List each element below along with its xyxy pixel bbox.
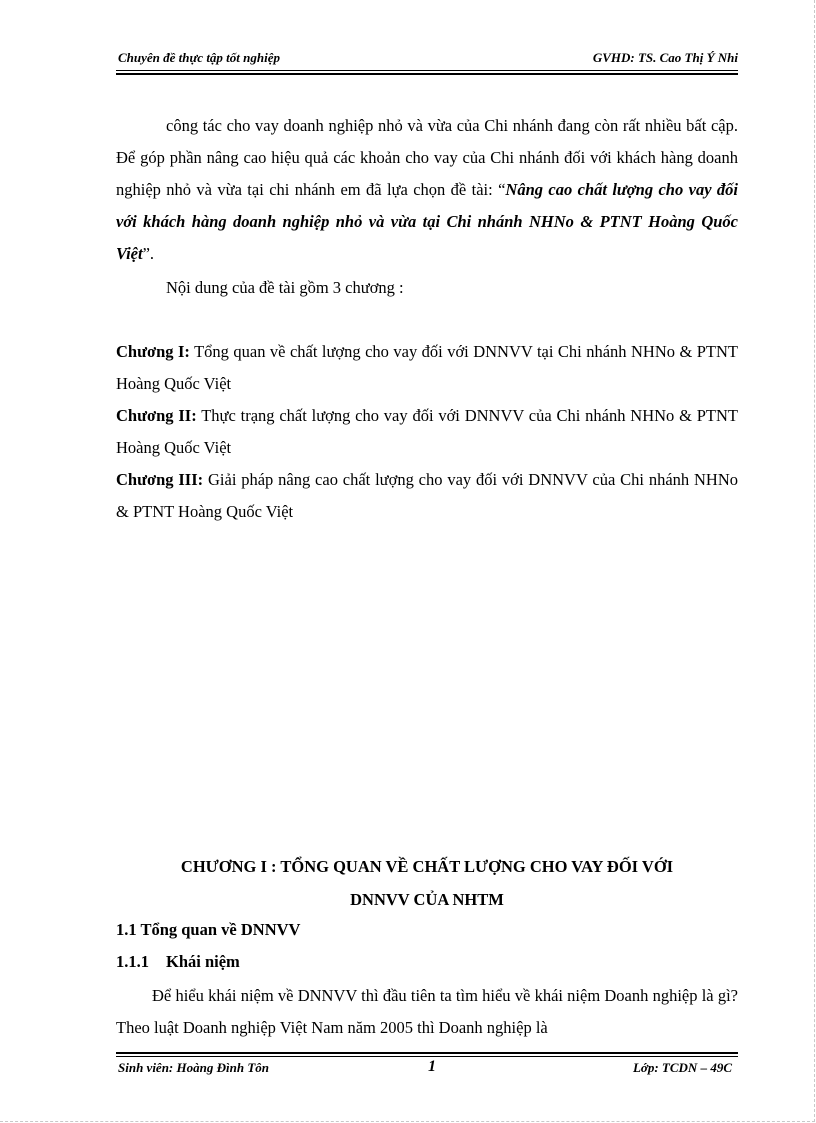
page-footer	[116, 1058, 738, 1078]
section-heading: 1.1 Tổng quan về DNNVV	[116, 920, 301, 939]
intro-lead: công tác cho vay doanh nghiệp nhỏ và vừa của Chi nhánh đang còn rất nhiều bất cập. Để góp phần nâng cao hiệu quả các khoản cho vay của Chi nhánh đối với khách hàng doanh nghiệp nhỏ và vừa tại chi nhánh em đã lựa chọn đề tài: “	[116, 116, 738, 199]
subsection-heading	[116, 947, 240, 977]
chapter-heading-line2: DNNVV CỦA NHTM	[350, 890, 504, 909]
header-title: Chuyên đề thực tập tốt nghiệp	[118, 50, 280, 65]
chapter-label: Chương III:	[116, 470, 204, 489]
chapter-heading-line1: CHƯƠNG I : TỔNG QUAN VỀ CHẤT LƯỢNG CHO VAY ĐỐI VỚI	[180, 857, 674, 876]
header-divider-thick	[116, 73, 738, 75]
page-header	[116, 50, 738, 68]
intro-paragraph	[116, 110, 738, 270]
intro-tail: ”.	[142, 244, 155, 263]
chapter-text: Giải pháp nâng cao chất lượng cho vay đối với DNNVV của Chi nhánh NHNo & PTNT Hoàng Quốc Việt	[116, 470, 738, 521]
chapter-item	[116, 464, 738, 528]
definition-paragraph	[116, 980, 738, 1044]
chapter-text: Thực trạng chất lượng cho vay đối với DNNVV của Chi nhánh NHNo & PTNT Hoàng Quốc Việt	[116, 406, 738, 457]
content-overview: Nội dung của đề tài gồm 3 chương :	[166, 278, 404, 297]
footer-divider-thick	[116, 1052, 738, 1054]
chapter-label: Chương I:	[116, 342, 190, 361]
header-supervisor: GVHD: TS. Cao Thị Ý Nhi	[592, 50, 738, 65]
definition-text: Để hiểu khái niệm về DNNVV thì đầu tiên ta tìm hiểu về khái niệm Doanh nghiệp là gì? Theo luật Doanh nghiệp Việt Nam năm 2005 thì Doanh nghiệp là	[116, 986, 738, 1037]
chapter-item	[116, 336, 738, 400]
chapter-item	[116, 400, 738, 464]
header-divider	[116, 70, 738, 71]
footer-divider	[116, 1056, 738, 1057]
footer-student: Sinh viên: Hoàng Đình Tôn	[118, 1060, 269, 1075]
subsection-title: Khái niệm	[166, 952, 240, 971]
subsection-number: 1.1.1	[116, 952, 149, 971]
chapter-heading	[116, 850, 738, 916]
chapter-list	[116, 336, 738, 528]
page-number: 1	[428, 1058, 436, 1075]
footer-class: Lớp: TCDN – 49C	[632, 1060, 732, 1075]
chapter-label: Chương II:	[116, 406, 197, 425]
chapter-text: Tổng quan về chất lượng cho vay đối với DNNVV tại Chi nhánh NHNo & PTNT Hoàng Quốc Việt	[116, 342, 738, 393]
thesis-topic: Nâng cao chất lượng cho vay đối với khách hàng doanh nghiệp nhỏ và vừa tại Chi nhánh NHNo & PTNT Hoàng Quốc Việt	[116, 180, 738, 263]
